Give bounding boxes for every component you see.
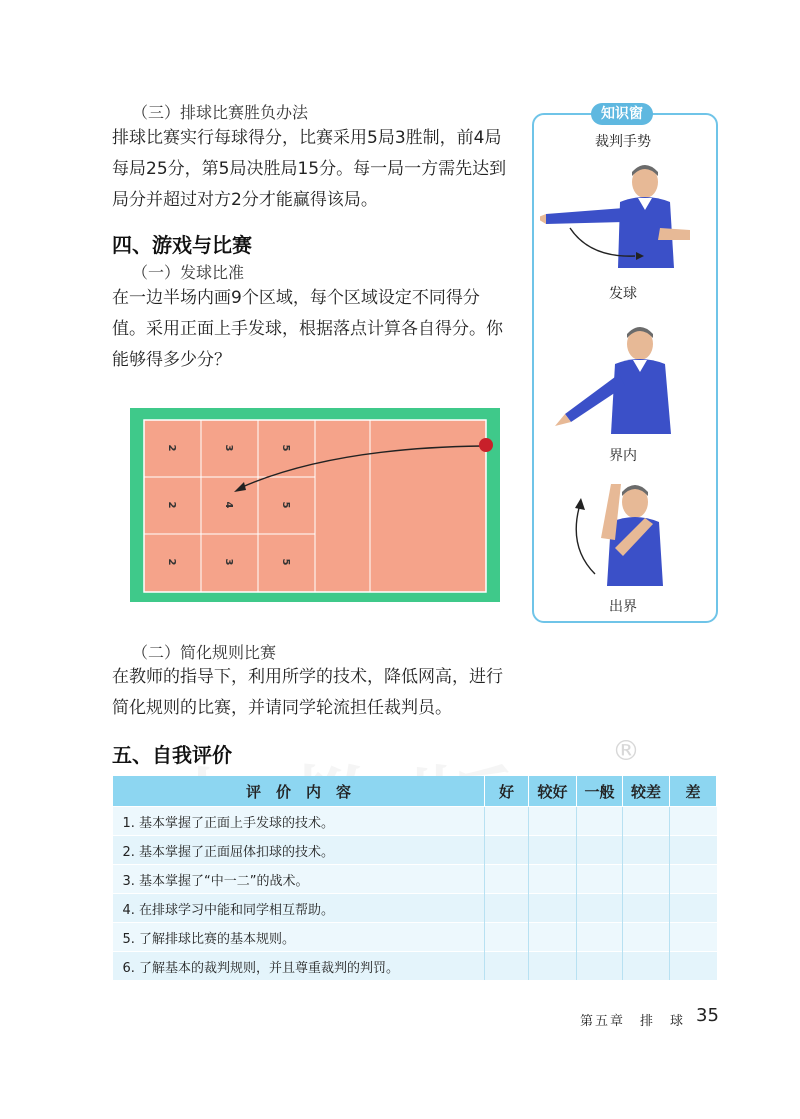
table-row xyxy=(113,923,717,952)
rating-cell[interactable] xyxy=(529,836,577,865)
rating-cell[interactable] xyxy=(577,807,623,836)
gesture-label-out: 出界 xyxy=(609,599,637,615)
rating-cell[interactable] xyxy=(670,807,717,836)
rating-cell[interactable] xyxy=(529,952,577,981)
registered-mark: ® xyxy=(612,734,640,767)
court-zone-score: 5 xyxy=(280,444,291,452)
referee-in-illustration xyxy=(555,322,705,442)
rating-cell[interactable] xyxy=(670,923,717,952)
header-content: 评 价 内 容 xyxy=(113,776,485,807)
row-item: 4. 在排球学习中能和同学相互帮助。 xyxy=(113,894,485,923)
court-zone-score: 4 xyxy=(223,501,234,509)
rating-cell[interactable] xyxy=(577,865,623,894)
rating-cell[interactable] xyxy=(485,923,529,952)
row-item: 2. 基本掌握了正面屈体扣球的技术。 xyxy=(113,836,485,865)
rating-cell[interactable] xyxy=(623,894,670,923)
rating-cell[interactable] xyxy=(577,836,623,865)
rating-cell[interactable] xyxy=(485,952,529,981)
rating-cell[interactable] xyxy=(623,952,670,981)
header-good: 好 xyxy=(485,776,529,807)
row-item: 6. 了解基本的裁判规则，并且尊重裁判的判罚。 xyxy=(113,952,485,981)
rating-cell[interactable] xyxy=(485,865,529,894)
court-zone-score: 2 xyxy=(166,444,177,452)
rating-cell[interactable] xyxy=(529,807,577,836)
rating-cell[interactable] xyxy=(623,836,670,865)
row-item: 5. 了解排球比赛的基本规则。 xyxy=(113,923,485,952)
court-zone-score: 2 xyxy=(166,558,177,566)
header-fairly-poor: 较差 xyxy=(623,776,670,807)
court-zone-score: 5 xyxy=(280,501,291,509)
heading-self-evaluation: 五、自我评价 xyxy=(112,743,232,767)
subheading-serve-accuracy: （一）发球比准 xyxy=(132,263,245,282)
knowledge-title: 裁判手势 xyxy=(595,134,651,150)
self-evaluation-table xyxy=(112,776,717,980)
table-header-row xyxy=(113,776,717,807)
rating-cell[interactable] xyxy=(529,865,577,894)
table-row xyxy=(113,952,717,981)
rating-cell[interactable] xyxy=(577,923,623,952)
subheading-rules: （三）排球比赛胜负办法 xyxy=(132,103,309,122)
header-average: 一般 xyxy=(577,776,623,807)
rating-cell[interactable] xyxy=(577,952,623,981)
rating-cell[interactable] xyxy=(670,836,717,865)
court-zone-score: 3 xyxy=(223,444,234,452)
rating-cell[interactable] xyxy=(670,894,717,923)
rating-cell[interactable] xyxy=(670,952,717,981)
paragraph-serve-accuracy: 在一边半场内画9个区域，每个区域设定不同得分值。采用正面上手发球，根据落点计算各自得分。你能够得多少分？ xyxy=(112,288,503,370)
page-number: 35 xyxy=(696,1005,719,1026)
volleyball-ball xyxy=(479,438,493,452)
paragraph-rules: 排球比赛实行每球得分，比赛采用5局3胜制，前4局每局25分，第5局决胜局15分。每一局一方需先达到局分并超过对方2分才能赢得该局。 xyxy=(112,128,507,210)
heading-games: 四、游戏与比赛 xyxy=(112,233,252,257)
rating-cell[interactable] xyxy=(577,894,623,923)
table-row xyxy=(113,836,717,865)
rating-cell[interactable] xyxy=(485,807,529,836)
rating-cell[interactable] xyxy=(670,865,717,894)
row-item: 3. 基本掌握了“中一二”的战术。 xyxy=(113,865,485,894)
referee-serve-illustration xyxy=(540,158,710,278)
court-zone-score: 5 xyxy=(280,558,291,566)
rating-cell[interactable] xyxy=(485,894,529,923)
volleyball-court-diagram xyxy=(130,408,500,602)
table-row xyxy=(113,807,717,836)
rating-cell[interactable] xyxy=(623,923,670,952)
rating-cell[interactable] xyxy=(485,836,529,865)
rating-cell[interactable] xyxy=(623,807,670,836)
referee-out-illustration xyxy=(565,478,695,590)
header-poor: 差 xyxy=(670,776,717,807)
rating-cell[interactable] xyxy=(529,894,577,923)
table-row xyxy=(113,865,717,894)
court-zone-score: 2 xyxy=(166,501,177,509)
rating-cell[interactable] xyxy=(529,923,577,952)
row-item: 1. 基本掌握了正面上手发球的技术。 xyxy=(113,807,485,836)
table-row xyxy=(113,894,717,923)
subheading-simplified-game: （二）简化规则比赛 xyxy=(132,643,277,662)
gesture-label-in: 界内 xyxy=(609,448,637,464)
header-fairly-good: 较好 xyxy=(529,776,577,807)
court-zone-score: 3 xyxy=(223,558,234,566)
knowledge-badge: 知识窗 xyxy=(591,103,653,125)
paragraph-simplified-game: 在教师的指导下，利用所学的技术，降低网高，进行简化规则的比赛，并请同学轮流担任裁判员。 xyxy=(112,667,503,718)
rating-cell[interactable] xyxy=(623,865,670,894)
gesture-label-serve: 发球 xyxy=(609,286,637,302)
chapter-footer: 第五章 排 球 xyxy=(580,1014,686,1029)
